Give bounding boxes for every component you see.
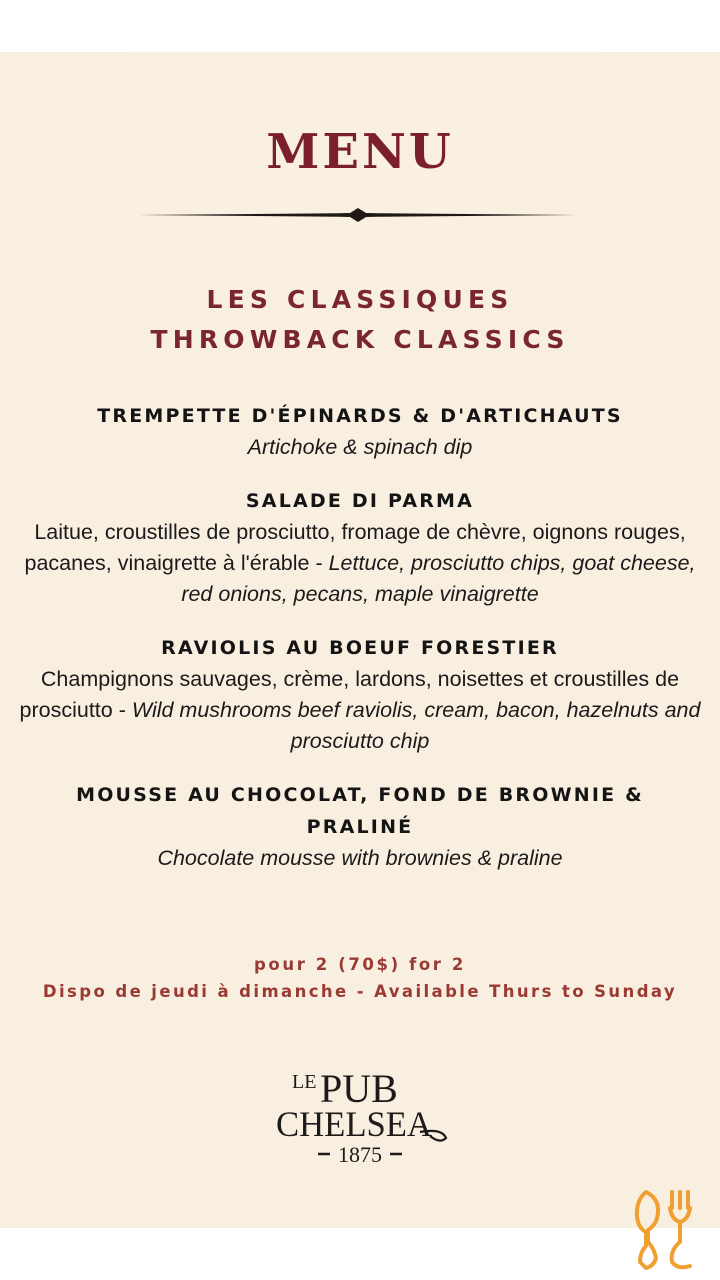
price-line: pour 2 (70$) for 2: [254, 955, 466, 974]
menu-item-desc-en: Lettuce, prosciutto chips, goat cheese, red onions, pecans, maple vinaigrette: [181, 551, 696, 606]
menu-item-desc-en: Wild mushrooms beef raviolis, cream, bacon, hazelnuts and prosciutto chip: [131, 698, 701, 753]
menu-item: [0, 632, 720, 757]
menu-item-name: RAVIOLIS AU BOEUF FORESTIER: [161, 637, 559, 659]
menu-item: [0, 779, 720, 874]
menu-item-description: [0, 432, 720, 463]
menu-item-description: [0, 843, 720, 874]
menu-item-name: SALADE DI PARMA: [245, 490, 475, 512]
menu-item-name: TREMPETTE D'ÉPINARDS & D'ARTICHAUTS: [97, 405, 623, 427]
fork-knife-icon: [632, 1186, 698, 1270]
menu-item-description: [0, 517, 720, 610]
menu-item-name: MOUSSE AU CHOCOLAT, FOND DE BROWNIE & PRALINÉ: [76, 784, 644, 838]
menu-item-desc-fr: Champignons sauvages, crème, lardons, noisettes et croustilles de prosciutto -: [19, 667, 680, 722]
menu-item-desc-en: Artichoke & spinach dip: [247, 435, 473, 459]
logo-year: 1875: [338, 1142, 382, 1167]
menu-item: [0, 485, 720, 610]
logo-pub: PUB: [320, 1066, 398, 1111]
pub-logo: [270, 1062, 450, 1170]
menu-item: [0, 400, 720, 463]
menu-item-description: [0, 664, 720, 757]
page-title: MENU: [266, 124, 454, 180]
logo-le: LE: [292, 1071, 317, 1093]
section-title-fr: LES CLASSIQUES: [206, 285, 514, 314]
divider-flourish: [138, 206, 578, 224]
availability-line: Dispo de jeudi à dimanche - Available Thurs to Sunday: [42, 982, 678, 1001]
section-title-en: THROWBACK CLASSICS: [150, 325, 570, 354]
logo-chelsea: CHELSEA: [276, 1104, 433, 1144]
menu-item-desc-fr: Laitue, croustilles de prosciutto, fromage de chèvre, oignons rouges, pacanes, vinaigrette à l'érable -: [24, 520, 686, 575]
menu-item-desc-en: Chocolate mousse with brownies & praline: [157, 846, 563, 870]
menu-items: [0, 400, 720, 896]
